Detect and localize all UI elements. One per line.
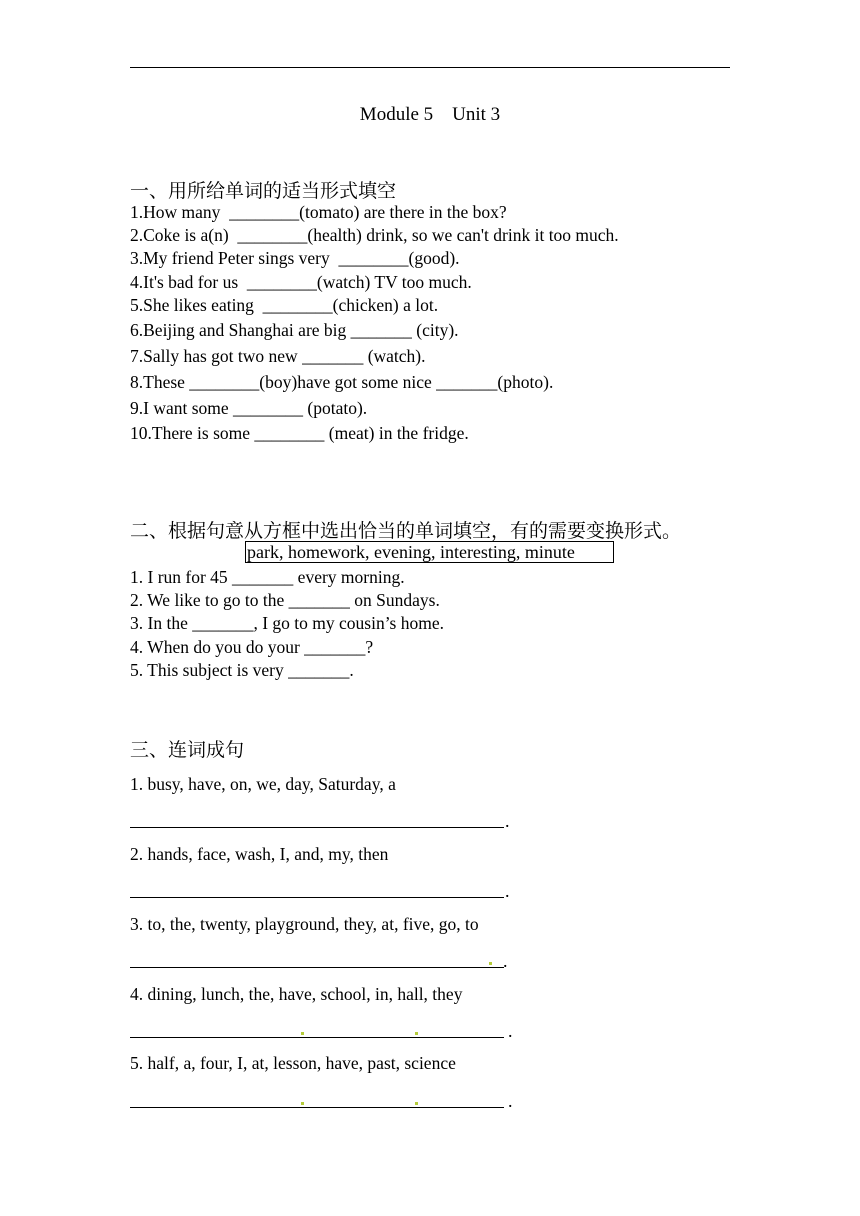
scan-speck: [415, 1032, 418, 1035]
answer-period: .: [505, 881, 510, 901]
scan-speck: [301, 1032, 304, 1035]
exercise-line: 2.Coke is a(n) ________(health) drink, so we can't drink it too much.: [130, 225, 619, 245]
section-3-heading: 三、连词成句: [130, 740, 245, 761]
scan-speck: [301, 1102, 304, 1105]
answer-period: .: [508, 1021, 513, 1041]
scan-speck: [489, 962, 492, 965]
word-list: 4. dining, lunch, the, have, school, in, hall, they: [130, 984, 463, 1004]
exercise-line: 1.How many ________(tomato) are there in the box?: [130, 202, 507, 222]
scan-speck: [415, 1102, 418, 1105]
exercise-line: 3. In the _______, I go to my cousin’s home.: [130, 613, 445, 633]
answer-line: [130, 897, 504, 898]
exercise-line: 5. This subject is very _______.: [130, 660, 354, 680]
header-rule: [130, 67, 730, 68]
word-list: 5. half, a, four, I, at, lesson, have, past, science: [130, 1053, 456, 1073]
answer-period: .: [508, 1091, 513, 1111]
word-list: 2. hands, face, wash, I, and, my, then: [130, 844, 389, 864]
word-list: 3. to, the, twenty, playground, they, at, five, go, to: [130, 914, 479, 934]
answer-period: .: [505, 811, 510, 831]
page-title: Module 5 Unit 3: [359, 104, 501, 125]
exercise-line: 5.She likes eating ________(chicken) a lot.: [130, 295, 439, 315]
answer-period: .: [503, 951, 508, 971]
section-1-heading: 一、用所给单词的适当形式填空: [130, 181, 397, 202]
exercise-line: 4. When do you do your _______?: [130, 637, 374, 657]
exercise-line: 10.There is some ________ (meat) in the fridge.: [130, 423, 469, 443]
answer-line: [130, 967, 504, 968]
exercise-line: 8.These ________(boy)have got some nice _______(photo).: [130, 372, 554, 392]
exercise-line: 7.Sally has got two new _______ (watch).: [130, 346, 426, 366]
exercise-line: 3.My friend Peter sings very ________(good).: [130, 248, 460, 268]
answer-line: [130, 1037, 504, 1038]
word-box: park, homework, evening, interesting, minute: [245, 541, 614, 563]
exercise-line: 2. We like to go to the _______ on Sundays.: [130, 590, 440, 610]
exercise-line: 4.It's bad for us ________(watch) TV too much.: [130, 272, 472, 292]
answer-line: [130, 1107, 504, 1108]
section-2-heading: 二、根据句意从方框中选出恰当的单词填空，有的需要变换形式。: [130, 521, 682, 542]
exercise-line: 6.Beijing and Shanghai are big _______ (city).: [130, 320, 459, 340]
word-list: 1. busy, have, on, we, day, Saturday, a: [130, 774, 396, 794]
exercise-line: 9.I want some ________ (potato).: [130, 398, 368, 418]
answer-line: [130, 827, 504, 828]
exercise-line: 1. I run for 45 _______ every morning.: [130, 567, 405, 587]
